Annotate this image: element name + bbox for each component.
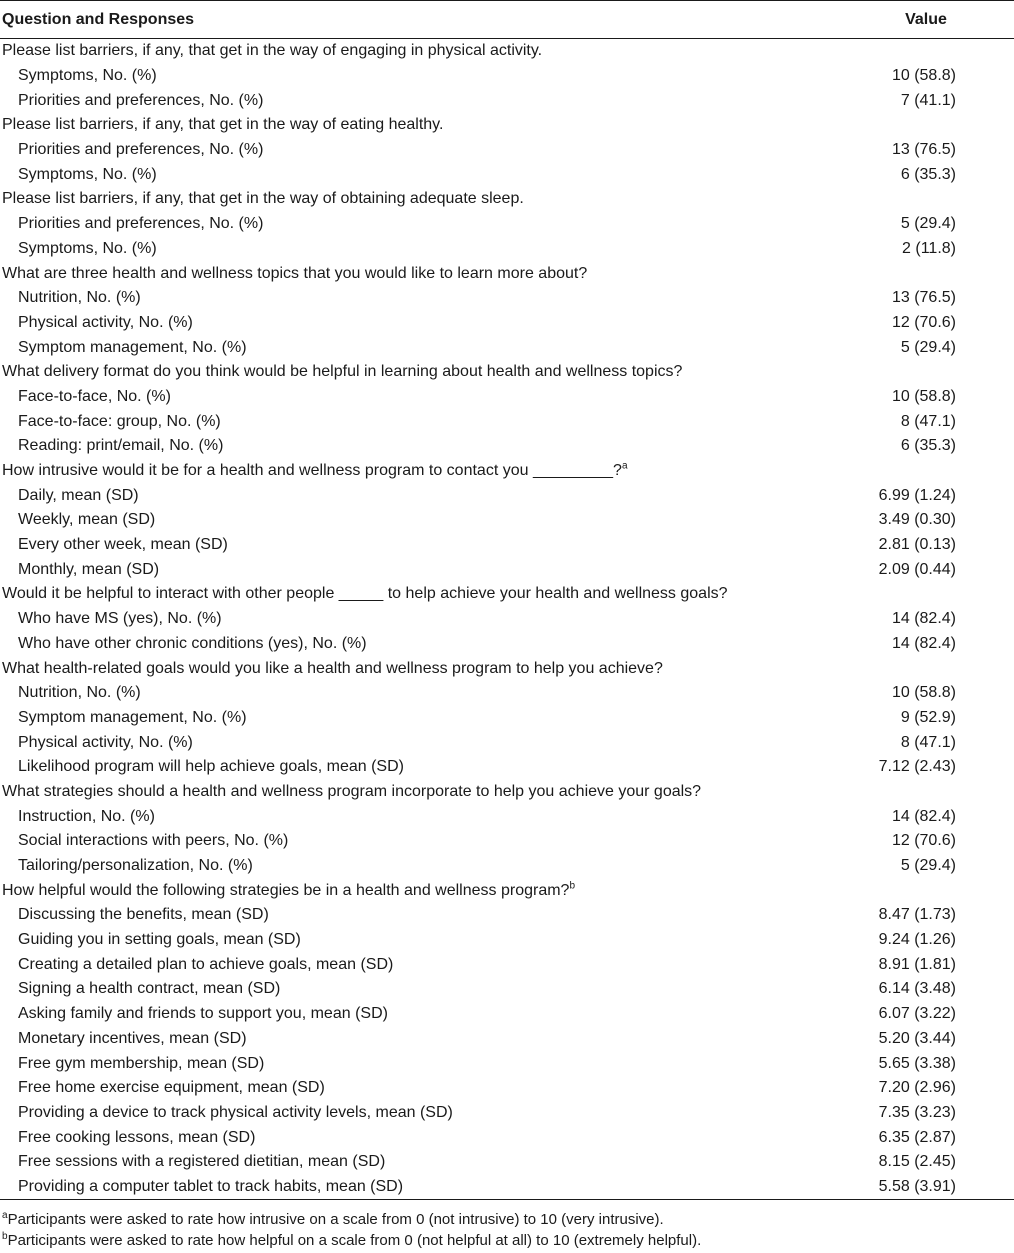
question-text: Please list barriers, if any, that get in the way of obtaining adequate sleep. (2, 190, 524, 208)
question-cell (0, 39, 1014, 64)
response-row (0, 212, 1014, 237)
header-value: Value (814, 1, 1014, 39)
response-row (0, 533, 1014, 558)
response-row (0, 409, 1014, 434)
response-label: Symptoms, No. (%) (18, 67, 157, 85)
response-label: Tailoring/personalization, No. (%) (18, 857, 253, 875)
response-value: 7 (41.1) (900, 91, 956, 109)
footnote-text: Participants were asked to rate how intrusive on a scale from 0 (not intrusive) to 10 (very intrusive). (7, 1211, 664, 1229)
response-label: Weekly, mean (SD) (18, 511, 156, 529)
response-row (0, 286, 1014, 311)
response-row (0, 632, 1014, 657)
response-label: Free sessions with a registered dietitian, mean (SD) (18, 1153, 386, 1171)
question-text: What strategies should a health and wellness program incorporate to help you achieve your goals? (2, 782, 702, 800)
table-body (0, 39, 1014, 1200)
footnote-mark: b (2, 1231, 8, 1243)
response-row (0, 88, 1014, 113)
response-row (0, 607, 1014, 632)
response-label: Monthly, mean (SD) (18, 560, 160, 578)
question-text: How helpful would the following strategies be in a health and wellness program? (2, 881, 570, 899)
response-value: 5.65 (3.38) (878, 1054, 956, 1072)
response-value: 12 (70.6) (891, 313, 956, 331)
response-row (0, 1027, 1014, 1052)
response-value: 5.58 (3.91) (878, 1177, 956, 1195)
question-text: Would it be helpful to interact with other people _____ to help achieve your health and wellness goals? (2, 585, 728, 603)
footnote-ref: b (569, 880, 576, 892)
question-cell (0, 878, 1014, 903)
response-label: Signing a health contract, mean (SD) (18, 980, 281, 998)
response-value: 5 (29.4) (900, 215, 956, 233)
response-label: Face-to-face, No. (%) (18, 387, 171, 405)
response-row (0, 237, 1014, 262)
question-row (0, 113, 1014, 138)
response-value: 2 (11.8) (902, 239, 956, 257)
response-value: 6 (35.3) (900, 165, 956, 183)
response-label: Who have other chronic conditions (yes), No. (%) (18, 634, 367, 652)
question-cell (0, 261, 1014, 286)
response-row (0, 928, 1014, 953)
question-row (0, 656, 1014, 681)
response-label: Social interactions with peers, No. (%) (18, 832, 289, 850)
question-row (0, 582, 1014, 607)
response-label: Free home exercise equipment, mean (SD) (18, 1079, 325, 1097)
response-value: 10 (58.8) (891, 684, 956, 702)
response-value: 8.91 (1.81) (878, 955, 956, 973)
response-row (0, 1125, 1014, 1150)
response-value: 14 (82.4) (891, 610, 956, 628)
response-row (0, 903, 1014, 928)
response-row (0, 508, 1014, 533)
response-row (0, 706, 1014, 731)
question-text: How intrusive would it be for a health and wellness program to contact you _________? (2, 462, 622, 480)
question-row (0, 459, 1014, 484)
question-row (0, 878, 1014, 903)
response-value: 6.14 (3.48) (878, 980, 956, 998)
response-label: Nutrition, No. (%) (18, 684, 141, 702)
response-row (0, 681, 1014, 706)
response-value: 6 (35.3) (900, 437, 956, 455)
response-row (0, 1150, 1014, 1175)
response-value: 14 (82.4) (891, 634, 956, 652)
response-row (0, 1051, 1014, 1076)
response-row (0, 829, 1014, 854)
response-row (0, 730, 1014, 755)
question-cell (0, 582, 1014, 607)
question-cell (0, 459, 1014, 484)
response-row (0, 434, 1014, 459)
response-value: 13 (76.5) (891, 141, 956, 159)
response-label: Every other week, mean (SD) (18, 536, 228, 554)
response-label: Reading: print/email, No. (%) (18, 437, 224, 455)
response-value: 14 (82.4) (891, 807, 956, 825)
footnote-mark: a (2, 1210, 8, 1222)
response-label: Instruction, No. (%) (18, 807, 155, 825)
question-row (0, 261, 1014, 286)
question-row (0, 360, 1014, 385)
response-value: 9.24 (1.26) (878, 931, 956, 949)
response-label: Symptoms, No. (%) (18, 239, 157, 257)
response-label: Creating a detailed plan to achieve goals, mean (SD) (18, 955, 394, 973)
response-value: 10 (58.8) (891, 67, 956, 85)
response-label: Who have MS (yes), No. (%) (18, 610, 222, 628)
response-label: Symptom management, No. (%) (18, 708, 247, 726)
response-value: 6.07 (3.22) (878, 1005, 956, 1023)
question-text: Please list barriers, if any, that get in the way of engaging in physical activity. (2, 42, 543, 60)
response-row (0, 385, 1014, 410)
footnote-ref: a (621, 460, 628, 472)
response-label: Guiding you in setting goals, mean (SD) (18, 931, 301, 949)
response-value: 8 (47.1) (900, 733, 956, 751)
response-label: Symptoms, No. (%) (18, 165, 157, 183)
response-row (0, 138, 1014, 163)
response-label: Free gym membership, mean (SD) (18, 1054, 265, 1072)
response-label: Discussing the benefits, mean (SD) (18, 906, 269, 924)
response-row (0, 977, 1014, 1002)
question-cell (0, 187, 1014, 212)
response-value: 8 (47.1) (900, 412, 956, 430)
response-label: Asking family and friends to support you, mean (SD) (18, 1005, 388, 1023)
response-label: Symptom management, No. (%) (18, 338, 247, 356)
response-value: 13 (76.5) (891, 289, 956, 307)
response-row (0, 804, 1014, 829)
question-cell (0, 113, 1014, 138)
response-row (0, 162, 1014, 187)
response-label: Physical activity, No. (%) (18, 313, 193, 331)
response-label: Face-to-face: group, No. (%) (18, 412, 221, 430)
question-cell (0, 656, 1014, 681)
footnote-a (2, 1209, 1014, 1230)
response-row (0, 1101, 1014, 1126)
response-row (0, 1076, 1014, 1101)
response-value: 5 (29.4) (900, 338, 956, 356)
response-label: Physical activity, No. (%) (18, 733, 193, 751)
response-label: Priorities and preferences, No. (%) (18, 215, 264, 233)
response-value: 2.81 (0.13) (878, 536, 956, 554)
response-row (0, 557, 1014, 582)
question-text: Please list barriers, if any, that get in the way of eating healthy. (2, 116, 444, 134)
response-value: 6.99 (1.24) (878, 486, 956, 504)
response-label: Providing a computer tablet to track habits, mean (SD) (18, 1177, 404, 1195)
response-value: 10 (58.8) (891, 387, 956, 405)
response-value: 9 (52.9) (900, 708, 956, 726)
footnotes (0, 1200, 1014, 1251)
response-value: 3.49 (0.30) (878, 511, 956, 529)
response-label: Likelihood program will help achieve goals, mean (SD) (18, 758, 404, 776)
table-header (0, 1, 1014, 39)
question-text: What are three health and wellness topics that you would like to learn more about? (2, 264, 588, 282)
response-value: 5 (29.4) (900, 857, 956, 875)
response-value: 7.12 (2.43) (878, 758, 956, 776)
question-row (0, 780, 1014, 805)
response-value: 6.35 (2.87) (878, 1128, 956, 1146)
response-value: 12 (70.6) (891, 832, 956, 850)
response-row (0, 64, 1014, 89)
response-row (0, 755, 1014, 780)
response-label: Daily, mean (SD) (18, 486, 139, 504)
header-row (0, 1, 1014, 39)
footnote-b (2, 1230, 1014, 1251)
question-text: What health-related goals would you like a health and wellness program to help you achieve? (2, 659, 663, 677)
response-row (0, 483, 1014, 508)
response-label: Providing a device to track physical activity levels, mean (SD) (18, 1103, 453, 1121)
response-label: Monetary incentives, mean (SD) (18, 1029, 247, 1047)
response-value: 7.20 (2.96) (878, 1079, 956, 1097)
question-cell (0, 780, 1014, 805)
response-value: 8.15 (2.45) (878, 1153, 956, 1171)
response-value: 7.35 (3.23) (878, 1103, 956, 1121)
response-value: 5.20 (3.44) (878, 1029, 956, 1047)
question-cell (0, 360, 1014, 385)
response-row (0, 335, 1014, 360)
question-row (0, 187, 1014, 212)
response-label: Priorities and preferences, No. (%) (18, 141, 264, 159)
question-text: What delivery format do you think would be helpful in learning about health and wellness topics? (2, 363, 683, 381)
response-row (0, 311, 1014, 336)
response-row (0, 854, 1014, 879)
response-value: 2.09 (0.44) (878, 560, 956, 578)
response-row (0, 1002, 1014, 1027)
footnote-text: Participants were asked to rate how helpful on a scale from 0 (not helpful at all) to 10 (extremely helpful). (7, 1232, 702, 1250)
response-row (0, 952, 1014, 977)
response-value: 8.47 (1.73) (878, 906, 956, 924)
header-question: Question and Responses (0, 1, 814, 39)
response-label: Priorities and preferences, No. (%) (18, 91, 264, 109)
response-label: Nutrition, No. (%) (18, 289, 141, 307)
question-row (0, 39, 1014, 64)
response-label: Free cooking lessons, mean (SD) (18, 1128, 256, 1146)
response-row (0, 1175, 1014, 1200)
